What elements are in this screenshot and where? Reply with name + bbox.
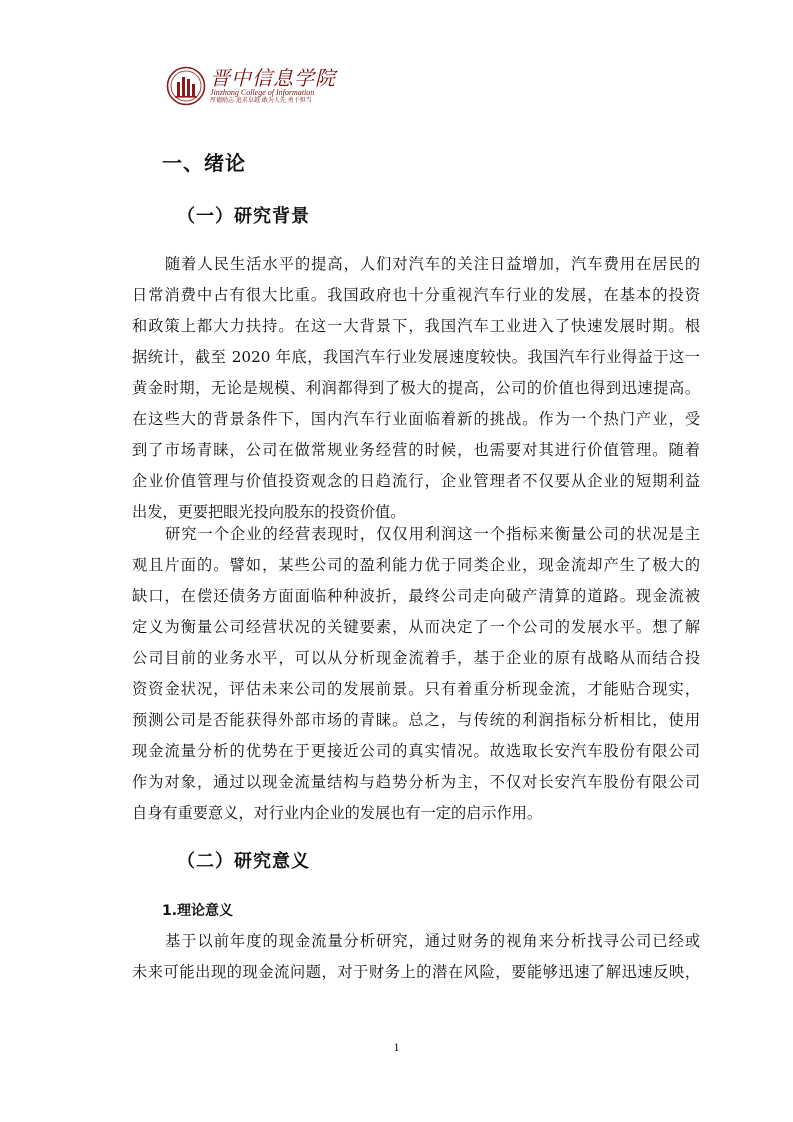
section-heading-background: （一）研究背景 xyxy=(177,206,310,227)
section-heading-significance: （二）研究意义 xyxy=(177,851,310,872)
text-line: 黄金时期，无论是规模、利润都得到了极大的提高，公司的价值也得到迅速提高。 xyxy=(132,379,700,397)
text-line: 缺口，在偿还债务方面面临种种波折，最终公司走向破产清算的道路。现金流被 xyxy=(132,587,700,605)
text-line: 随着人民生活水平的提高，人们对汽车的关注日益增加，汽车费用在居民的 xyxy=(165,255,700,273)
logo-college-name-en: Jinzhong College of Information xyxy=(210,88,315,97)
text-line: 资资金状况，评估未来公司的发展前景。只有着重分析现金流，才能贴合现实， xyxy=(132,680,700,698)
text-line: 未来可能出现的现金流问题，对于财务上的潜在风险，要能够迅速了解迅速反映， xyxy=(132,963,700,981)
text-line: 观且片面的。譬如，某些公司的盈利能力优于同类企业，现金流却产生了极大的 xyxy=(132,556,700,574)
text-line: 研究一个企业的经营表现时，仅仅用利润这一个指标来衡量公司的状况是主 xyxy=(165,525,700,543)
paragraph-theory xyxy=(132,926,700,988)
text-line: 据统计，截至 2020 年底，我国汽车行业发展速度较快。我国汽车行业得益于这一 xyxy=(132,348,700,366)
text-line: 公司目前的业务水平，可以从分析现金流着手，基于企业的原有战略从而结合投 xyxy=(132,649,700,667)
chapter-heading: 一、绪论 xyxy=(162,151,246,175)
text-line: 现金流量分析的优势在于更接近公司的真实情况。故选取长安汽车股份有限公司 xyxy=(132,742,700,760)
paragraph-background-2 xyxy=(132,519,700,829)
page-number: 1 xyxy=(393,1040,400,1054)
text-line: 日常消费中占有很大比重。我国政府也十分重视汽车行业的发展，在基本的投资 xyxy=(132,286,700,304)
text-line: 到了市场青睐，公司在做常规业务经营的时候，也需要对其进行价值管理。随着 xyxy=(132,441,700,459)
logo-college-name: 晋中信息学院 xyxy=(210,66,336,90)
text-line: 预测公司是否能获得外部市场的青睐。总之，与传统的利润指标分析相比，使用 xyxy=(132,711,700,729)
paragraph-background-1 xyxy=(132,249,700,528)
text-line: 企业价值管理与价值投资观念的日趋流行，企业管理者不仅要从企业的短期利益 xyxy=(132,472,700,490)
college-logo xyxy=(166,66,346,106)
college-emblem-icon xyxy=(166,66,206,106)
text-line: 和政策上都大力扶持。在这一大背景下，我国汽车工业进入了快速发展时期。根 xyxy=(132,317,700,335)
subsection-heading-theory: 1.理论意义 xyxy=(162,903,234,919)
text-line: 出发，更要把眼光投向股东的投资价值。 xyxy=(132,503,406,521)
text-line: 自身有重要意义，对行业内企业的发展也有一定的启示作用。 xyxy=(132,804,543,822)
text-line: 在这些大的背景条件下，国内汽车行业面临着新的挑战。作为一个热门产业，受 xyxy=(132,410,700,428)
text-line: 基于以前年度的现金流量分析研究，通过财务的视角来分析找寻公司已经或 xyxy=(165,932,700,950)
text-line: 作为对象，通过以现金流量结构与趋势分析为主，不仅对长安汽车股份有限公司 xyxy=(132,773,700,791)
text-line: 定义为衡量公司经营状况的关键要素，从而决定了一个公司的发展水平。想了解 xyxy=(132,618,700,636)
logo-motto: 厚德励志 追求卓越 敢为人先 勇于担当 xyxy=(210,97,312,104)
